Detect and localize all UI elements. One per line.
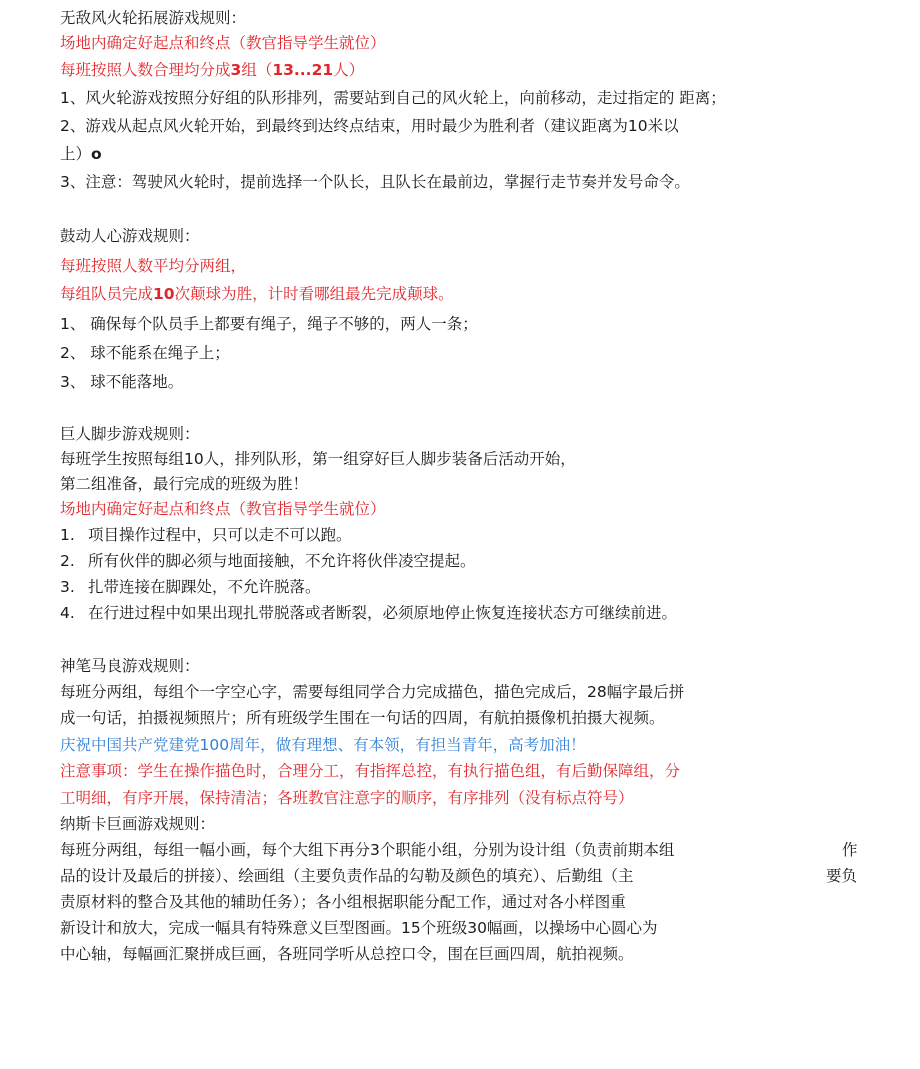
text-part: 13...21 xyxy=(272,61,334,79)
paragraph-line: 成一句话，拍摄视频照片；所有班级学生围在一句话的四周，有航拍摄像机拍摄大视频。 xyxy=(60,709,665,727)
rule-line: 2、 球不能系在绳子上； xyxy=(60,344,230,362)
red-note xyxy=(60,284,454,304)
paragraph-line: 第二组准备，最行完成的班级为胜！ xyxy=(60,475,309,493)
red-note: 工明细，有序开展，保持清洁；各班教官注意字的顺序，有序排列（没有标点符号） xyxy=(60,789,634,807)
rule-number: 3. xyxy=(60,578,75,596)
rule-number: 1. xyxy=(60,526,75,544)
rule-text: 项目操作过程中，只可以走不可以跑。 xyxy=(88,526,352,544)
paragraph-line: 中心轴，每幅画汇聚拼成巨画，各班同学听从总控口令，围在巨画四周，航拍视频。 xyxy=(60,945,634,963)
numbered-rule xyxy=(60,551,476,571)
text-part: 10 xyxy=(153,285,175,303)
section-title-jurenjiaobu: 巨人脚步游戏规则： xyxy=(60,425,200,443)
paragraph-line: 品的设计及最后的拼接）、绘画组（主要负责作品的勾勒及颜色的填充）、后勤组（主 xyxy=(60,867,634,885)
rule-line: 1、 确保每个队员手上都要有绳子，绳子不够的，两人一条； xyxy=(60,315,478,333)
paragraph-line: 每班分两组，每组一幅小画，每个大组下再分3个职能小组，分别为设计组（负责前期本组 xyxy=(60,841,675,859)
paragraph-line-tail: 作 xyxy=(842,841,858,859)
rule-line: 3、注意：驾驶风火轮时，提前选择一个队长，且队长在最前边，掌握行走节奏并发号命令。 xyxy=(60,173,690,191)
section-title-nasika: 纳斯卡巨画游戏规则： xyxy=(60,815,216,833)
section-title-fenghuolun: 无敌风火轮拓展游戏规则： xyxy=(60,9,247,27)
paragraph-line: 每班学生按照每组10人，排列队形，第一组穿好巨人脚步装备后活动开始， xyxy=(60,450,576,468)
text-part: 次颠球为胜，计时看哪组最先完成颠球。 xyxy=(174,285,454,303)
text-part: 人） xyxy=(333,61,365,79)
rule-line xyxy=(60,144,102,164)
rule-line: 1、风火轮游戏按照分好组的队形排列，需要站到自己的风火轮上，向前移动，走过指定的 距离； xyxy=(60,89,726,107)
text-part: 每班按照人数合理均分成 xyxy=(60,61,231,79)
paragraph-line: 新设计和放大，完成一幅具有特殊意义巨型图画。15个班级30幅画，以操场中心圆心为 xyxy=(60,919,658,937)
rule-line: 2、游戏从起点风火轮开始，到最终到达终点结束，用时最少为胜利者（建议距离为10米以 xyxy=(60,117,679,135)
rule-text: 扎带连接在脚踝处，不允许脱落。 xyxy=(88,578,321,596)
red-note xyxy=(60,60,364,80)
red-note: 每班按照人数平均分两组， xyxy=(60,257,247,275)
text-part: 每组队员完成 xyxy=(60,285,154,303)
rule-number: 2. xyxy=(60,552,75,570)
rule-number: 4. xyxy=(60,604,75,622)
text-part: o xyxy=(91,145,102,163)
paragraph-line-tail: 要负 xyxy=(826,867,858,885)
paragraph-line: 责原材料的整合及其他的辅助任务）；各小组根据职能分配工作，通过对各小样图重 xyxy=(60,893,626,911)
section-title-gudong: 鼓动人心游戏规则： xyxy=(60,227,200,245)
red-note: 场地内确定好起点和终点（教官指导学生就位） xyxy=(60,500,386,518)
numbered-rule xyxy=(60,603,677,623)
text-part: 上） xyxy=(60,145,92,163)
numbered-rule xyxy=(60,525,352,545)
rule-text: 所有伙伴的脚必须与地面接触，不允许将伙伴凌空提起。 xyxy=(88,552,476,570)
paragraph-line: 每班分两组，每组个一字空心字，需要每组同学合力完成描色，描色完成后，28幅字最后拼 xyxy=(60,683,685,701)
rule-line: 3、 球不能落地。 xyxy=(60,373,184,391)
red-note: 注意事项：学生在操作描色时，合理分工，有指挥总控，有执行描色组，有后勤保障组，分 xyxy=(60,762,681,780)
numbered-rule xyxy=(60,577,321,597)
text-part: 3 xyxy=(230,61,242,79)
section-title-shenbimaliang: 神笔马良游戏规则： xyxy=(60,657,200,675)
text-part: 组（ xyxy=(241,61,273,79)
red-note: 场地内确定好起点和终点（教官指导学生就位） xyxy=(60,34,386,52)
rule-text: 在行进过程中如果出现扎带脱落或者断裂，必须原地停止恢复连接状态方可继续前进。 xyxy=(88,604,678,622)
blue-slogan: 庆祝中国共产党建党100周年，做有理想、有本领，有担当青年，高考加油！ xyxy=(60,736,586,754)
